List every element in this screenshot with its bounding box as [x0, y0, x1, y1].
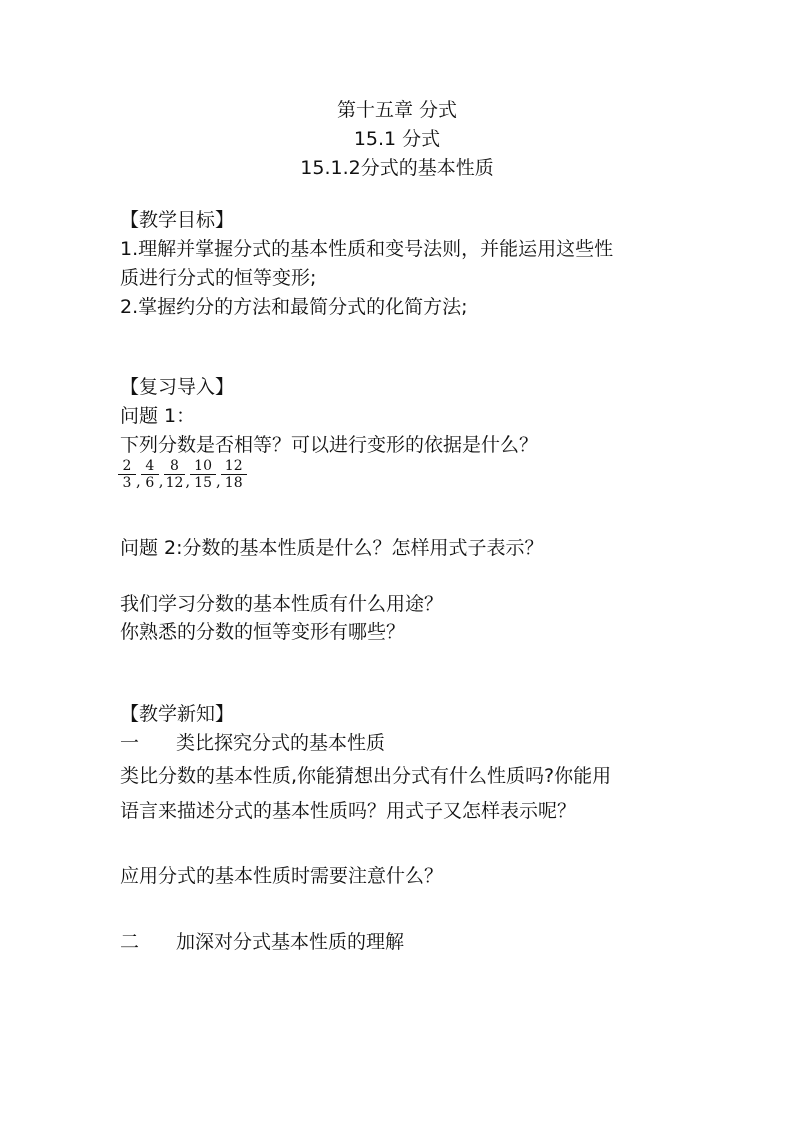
objective-1-line-2: 质进行分式的恒等变形;	[120, 267, 317, 289]
question-1-text: 下列分数是否相等？可以进行变形的依据是什么？	[120, 434, 539, 456]
part-1-question: 应用分式的基本性质时需要注意什么？	[120, 865, 444, 887]
fraction	[223, 458, 245, 491]
fraction	[143, 458, 157, 491]
fraction-separator: ,	[158, 471, 164, 490]
fraction-denominator: 15	[194, 475, 212, 491]
fraction-denominator: 18	[224, 475, 243, 491]
question-3: 我们学习分数的基本性质有什么用途？	[120, 593, 444, 615]
fraction-separator: ,	[216, 471, 221, 490]
fraction-numerator: 8	[164, 458, 186, 475]
part-1-heading	[120, 731, 385, 755]
fraction	[192, 458, 214, 491]
fraction-denominator: 3	[122, 475, 132, 491]
part-2-heading	[120, 930, 404, 954]
fraction-numerator: 4	[141, 458, 159, 475]
fraction-denominator: 6	[145, 475, 155, 491]
section-title: 15.1 分式	[353, 128, 441, 150]
subsection-title: 15.1.2分式的基本性质	[300, 157, 494, 179]
question-4: 你熟悉的分数的恒等变形有哪些？	[120, 621, 406, 643]
fraction	[166, 458, 184, 491]
fraction-numerator: 12	[221, 458, 247, 475]
chapter-title: 第十五章 分式	[336, 99, 458, 121]
objective-2: 2.掌握约分的方法和最简分式的化简方法;	[120, 296, 468, 318]
fraction-list	[120, 458, 245, 491]
part-1-title: 类比探究分式的基本性质	[176, 732, 386, 754]
question-2: 问题 2:分数的基本性质是什么？怎样用式子表示？	[120, 537, 544, 559]
part-2-title: 加深对分式基本性质的理解	[176, 931, 405, 953]
part-1-line-1: 类比分数的基本性质,你能猜想出分式有什么性质吗?你能用	[120, 765, 612, 787]
review-heading: 【复习导入】	[120, 376, 235, 398]
fraction-denominator: 12	[165, 475, 184, 491]
question-1-label: 问题 1：	[120, 405, 196, 427]
part-2-number: 二	[120, 931, 140, 953]
fraction-separator: ,	[185, 471, 191, 490]
fraction-separator: ,	[136, 471, 141, 490]
objective-1-line-1: 1.理解并掌握分式的基本性质和变号法则，并能运用这些性	[120, 238, 614, 260]
objectives-heading: 【教学目标】	[120, 209, 235, 231]
fraction-numerator: 2	[118, 458, 136, 475]
new-knowledge-heading: 【教学新知】	[120, 703, 235, 725]
part-1-number: 一	[120, 732, 140, 754]
part-1-line-2: 语言来描述分式的基本性质吗？用式子又怎样表示呢？	[120, 800, 577, 822]
fraction	[120, 458, 134, 491]
fraction-numerator: 10	[190, 458, 216, 475]
